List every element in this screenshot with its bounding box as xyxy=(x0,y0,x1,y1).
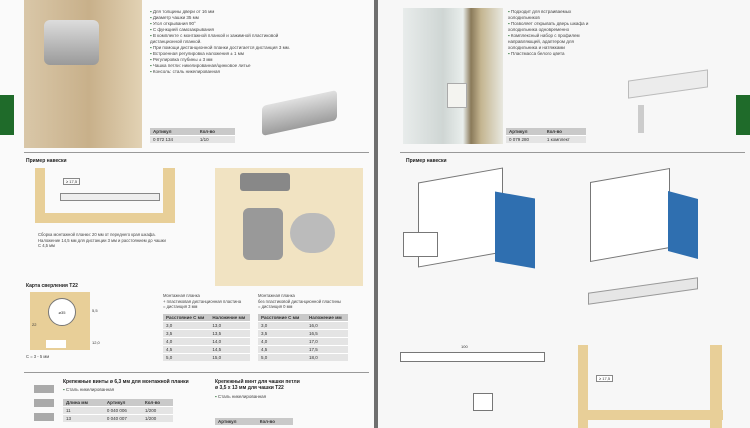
section-tab-left xyxy=(0,95,14,135)
hinge-photo xyxy=(24,0,142,148)
article-table: Артикул Кол-во 0 072 134 1/10 xyxy=(150,128,235,143)
fitting-set-image xyxy=(628,75,713,135)
mount-diagram: ≥ 17,5 xyxy=(578,345,723,428)
plate2-table: Расстояние C мм Наложение мм 3,0 16,0 3,5 16,5 4,0 17,0 4,5 17,5 5,0 18,0 xyxy=(258,314,348,361)
screws2-title: Крепежный винт для чашки петли ø 3,5 x 13 мм для чашки T22 xyxy=(215,379,300,391)
mount-note: Сборка монтажной планки: 20 мм от переднего края шкафа. Наложение 14,5 мм для дистанции 3 мм и расстоянием до чашки С 4,5 мм xyxy=(38,232,166,248)
screws2-table: Артикул Кол-во xyxy=(215,418,293,425)
screw-images xyxy=(34,385,54,425)
rail-dimension-drawing: 100 xyxy=(400,352,545,362)
mount-title: Пример навески xyxy=(406,158,447,164)
mount-title: Пример навески xyxy=(26,158,67,164)
cabinet-drawing-2 xyxy=(590,168,670,262)
feature-list: ▪ Для толщины двери от 16 мм ▪ Диаметр чашки 35 мм ▪ Угол открывания 90° ▪ С функцией самозакрывания ▪ В комплекте с монтажной планкой и зажимной пластиковой дистанционной планкой. ▪ При помощи дистанционной планки достигается дистанция 3 мм. ▪ Встроенная регулировка наложения ± 1 мм ▪ Регулировка глубины ± 3 мм ▪ Чашка петли: никелированная/цинковое литье ▪ Консоль: сталь никелированная xyxy=(150,9,300,75)
c-range: C = 3 - 5 мм xyxy=(26,354,50,359)
left-page: ▪ Для толщины двери от 16 мм ▪ Диаметр чашки 35 мм ▪ Угол открывания 90° ▪ С функцией самозакрывания ▪ В комплекте с монтажной планкой и зажимной пластиковой дистанционной планкой. ▪ При помощи дистанционной планки достигается дистанция 3 мм. ▪ Встроенная регулировка наложения ± 1 мм ▪ Регулировка глубины ± 3 мм ▪ Чашка петли: никелированная/цинковое литье ▪ Консоль: сталь никелированная Артикул Кол-во 0 072 134 1/10 Пример навески ≥ 17,5 Сборка монтажной планки: 20 мм от переднего края шкафа. Наложение 14,5 мм для дистанции 3 мм и расстоянием до чашки С 4,5 мм Карта сверления T22 ø35 5,5 22 12,0 C = 3 - 5 мм Монтажная планка + пластиковая дистанционная пластина = дистанция 3 мм Расстояние C мм Наложение мм 3,0 13,0 3,5 13,5 4,0 14,0 4,5 14,5 5,0 15,0 Монтажная планка без пластиковой дистанционной пластины = дистанция 0 мм Расстояние C мм Наложение мм 3,0 16,0 3,5 16,5 4,0 17,0 4,5 17,5 5,0 18,0 Крепежные винты ø 6,3 мм для монтажной планки ▪ Сталь никелированная Длина мм Артикул Кол-во 11 0 040 006 1/200 13 0 040 007 1/200 Крепежный винт для чашки петли ø 3,5 x 13 мм для чашки T22 ▪ Сталь никелированная Артикул Кол-во xyxy=(0,0,374,428)
plate2-caption: Монтажная планка без пластиковой дистанционной пластины = дистанция 0 мм xyxy=(258,293,341,309)
screws1-title: Крепежные винты ø 6,3 мм для монтажной планки xyxy=(63,379,189,385)
plate1-caption: Монтажная планка + пластиковая дистанционная пластина = дистанция 3 мм xyxy=(163,293,242,309)
rail-drawing xyxy=(588,277,698,304)
drill-title: Карта сверления T22 xyxy=(26,283,78,289)
right-page xyxy=(378,0,750,428)
hinge-drawing xyxy=(215,168,363,286)
plate1-table: Расстояние C мм Наложение мм 3,0 13,0 3,5 13,5 4,0 14,0 4,5 14,5 5,0 15,0 xyxy=(163,314,250,361)
drill-diagram: ø35 5,5 22 xyxy=(30,292,90,342)
hinge-product-image xyxy=(262,90,337,136)
article-table: Артикул Кол-во 0 079 280 1 комплект xyxy=(506,128,586,143)
screws1-table: Длина мм Артикул Кол-во 11 0 040 006 1/200 13 0 040 007 1/200 xyxy=(63,399,173,422)
fridge-door-photo xyxy=(403,8,503,144)
mount-diagram: ≥ 17,5 xyxy=(35,168,175,223)
section-tab-right xyxy=(736,95,750,135)
feature-list: ▪ Подходит для встраиваемых холодильников ▪ Позволяет открывать дверь шкафа и холодильника одновременно ▪ Комплексный набор с профилем направляющей, адаптером для холодильника и натяжками ▪ Пластмасса белого цвета xyxy=(508,9,603,57)
